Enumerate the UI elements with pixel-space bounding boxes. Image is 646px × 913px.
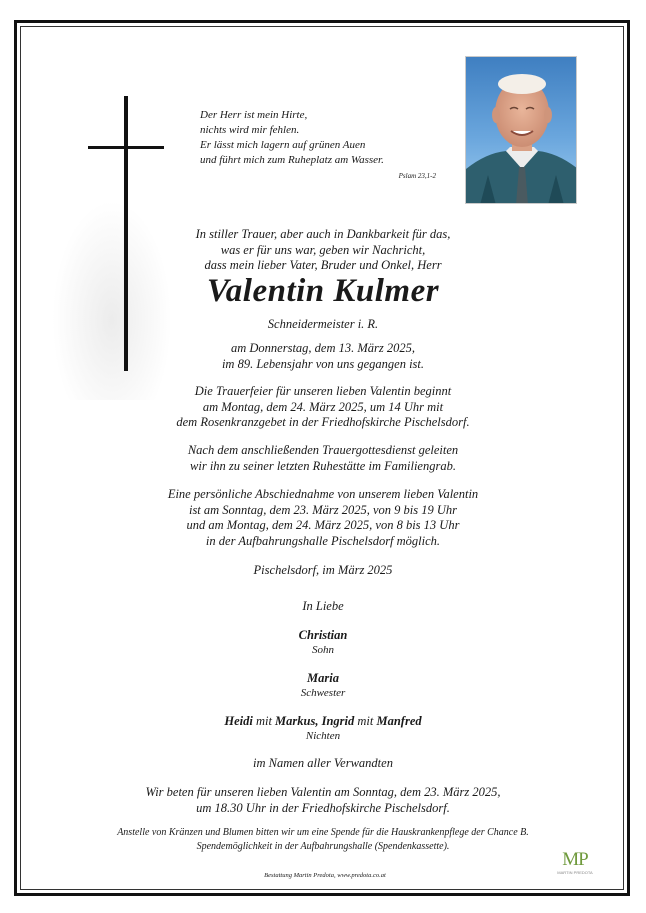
intro-text xyxy=(90,227,556,274)
farewell-notice xyxy=(90,487,556,549)
burial-line: Nach dem anschließenden Trauergottesdienst geleiten xyxy=(187,443,459,457)
mourner-christian xyxy=(90,628,556,657)
psalm-line: Der Herr ist mein Hirte, xyxy=(200,109,308,121)
ceremony-line: Die Trauerfeier für unseren lieben Valentin beginnt xyxy=(194,384,452,398)
mourner-name: Christian xyxy=(298,628,348,642)
mourner-role: Sohn xyxy=(312,643,334,656)
psalm-line: und führt mich zum Ruheplatz am Wasser. xyxy=(200,154,384,166)
intro-line: was er für uns war, geben wir Nachricht, xyxy=(220,242,426,257)
undertaker-credit: Bestattung Martin Predota, www.predota.co.at xyxy=(264,872,386,879)
psalm-quote xyxy=(200,108,436,184)
mourner-name: Heidi xyxy=(224,714,253,728)
deceased-name: Valentin Kulmer xyxy=(206,273,440,309)
undertaker-logo xyxy=(551,850,599,878)
logo-letters: MP xyxy=(562,849,588,870)
intro-line: In stiller Trauer, aber auch in Dankbarkeit für das, xyxy=(195,227,451,241)
death-line: am Donnerstag, dem 13. März 2025, xyxy=(230,341,416,355)
portrait-image xyxy=(466,57,577,204)
donation-line: Spendemöglichkeit in der Aufbahrungshalle (Spendenkassette). xyxy=(196,841,450,852)
relatives-note: im Namen aller Verwandten xyxy=(253,756,393,770)
prayer-line: um 18.30 Uhr in der Friedhofskirche Pischelsdorf. xyxy=(196,800,450,815)
intro-line: dass mein lieber Vater, Bruder und Onkel, Herr xyxy=(204,258,442,272)
death-line: im 89. Lebensjahr von uns gegangen ist. xyxy=(221,356,425,371)
mourner-name: Maria xyxy=(307,671,339,685)
nieces-line xyxy=(90,714,556,730)
mourner-nieces xyxy=(90,714,556,743)
mourner-role: Nichten xyxy=(305,729,341,742)
prayer-line: Wir beten für unseren lieben Valentin am Sonntag, dem 23. März 2025, xyxy=(145,785,501,799)
mourner-maria xyxy=(90,671,556,700)
psalm-line: Er lässt mich lagern auf grünen Auen xyxy=(200,139,366,151)
burial-line: wir ihn zu seiner letzten Ruhestätte im Familiengrab. xyxy=(190,458,456,473)
farewell-line: Eine persönliche Abschiednahme von unserem lieben Valentin xyxy=(167,487,479,501)
donation-note xyxy=(60,826,586,854)
cross-icon-bar xyxy=(88,146,164,149)
connector: mit xyxy=(354,714,377,728)
farewell-line: in der Aufbahrungshalle Pischelsdorf möglich. xyxy=(205,533,441,548)
donation-line: Anstelle von Kränzen und Blumen bitten wir um eine Spende für die Hauskrankenpflege der Chance B. xyxy=(117,827,529,838)
connector: mit xyxy=(252,714,276,728)
burial-notice xyxy=(90,443,556,474)
portrait-photo xyxy=(465,56,577,204)
mourner-name: Markus, Ingrid xyxy=(275,714,355,728)
ceremony-line: am Montag, dem 24. März 2025, um 14 Uhr mit xyxy=(202,399,444,414)
farewell-line: und am Montag, dem 24. März 2025, von 8 bis 13 Uhr xyxy=(186,518,460,532)
prayer-notice xyxy=(60,785,586,816)
psalm-line: nichts wird mir fehlen. xyxy=(200,124,300,136)
death-notice xyxy=(90,341,556,372)
farewell-line: ist am Sonntag, dem 23. März 2025, von 9 bis 19 Uhr xyxy=(188,502,458,517)
in-love: In Liebe xyxy=(302,599,344,613)
place-date: Pischelsdorf, im März 2025 xyxy=(253,563,393,577)
logo-subtitle: MARTIN PREDOTA xyxy=(557,870,593,875)
ceremony-line: dem Rosenkranzgebet in der Friedhofskirche Pischelsdorf. xyxy=(176,415,470,429)
occupation: Schneidermeister i. R. xyxy=(267,317,379,331)
mourner-name: Manfred xyxy=(376,714,422,728)
mourner-role: Schwester xyxy=(300,686,346,699)
ceremony-notice xyxy=(90,384,556,431)
psalm-reference: Pslam 23,1-2 xyxy=(398,172,436,180)
